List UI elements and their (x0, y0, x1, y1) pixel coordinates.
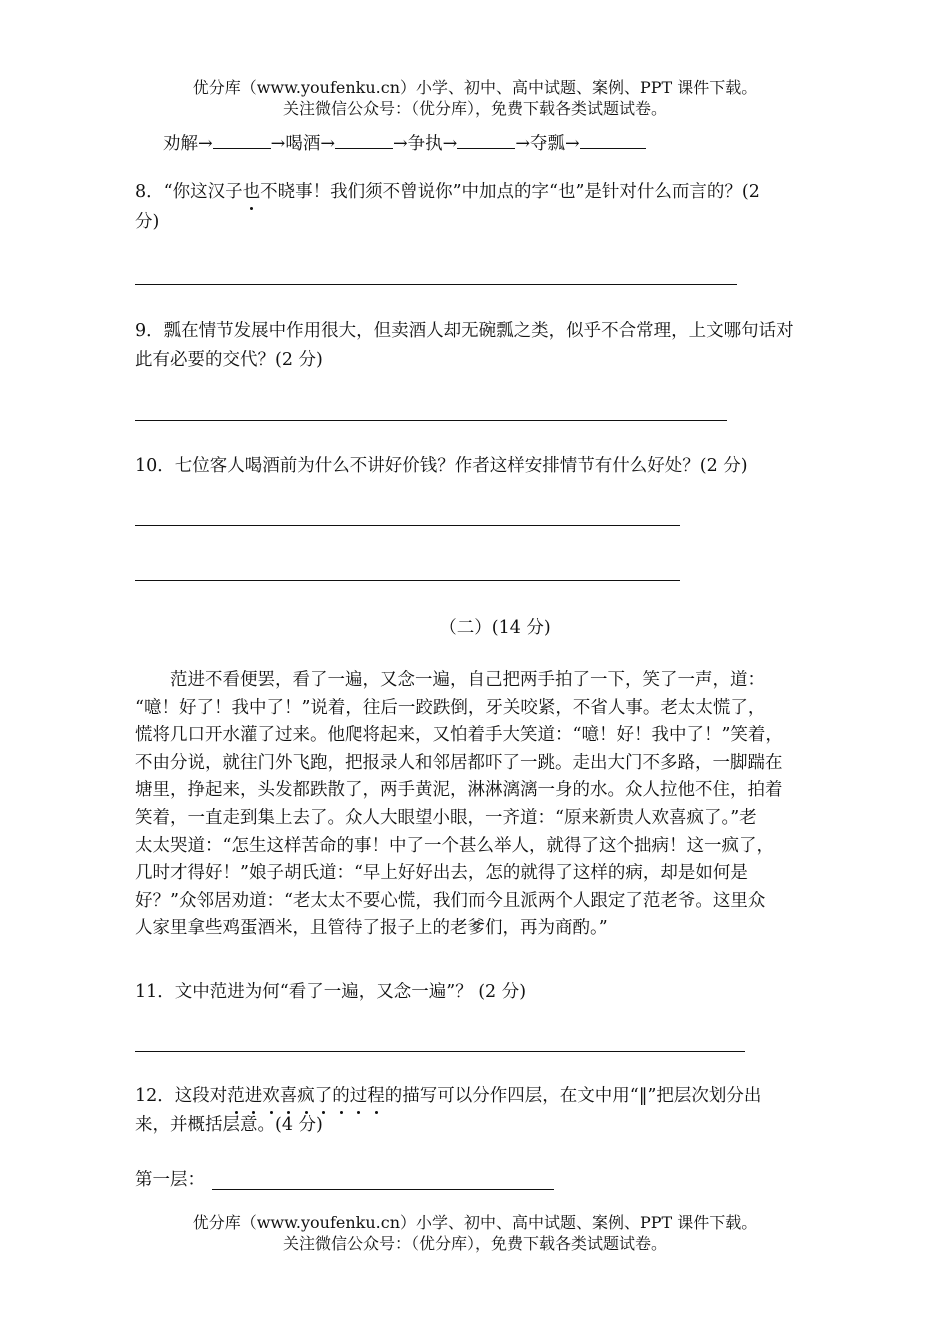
q12-text-pre: 12．这段对 (135, 1086, 228, 1106)
section-title: （二）(14 分) (439, 618, 551, 638)
layer-1-answer-line[interactable] (212, 1189, 554, 1190)
q8-dotted-char: 也 (242, 182, 261, 202)
q12-dotted-char: 疯 (297, 1086, 315, 1106)
footer-line-2: 关注微信公众号：（优分库），免费下载各类试题试卷。 (282, 1234, 667, 1253)
q12-dotted-char: 范 (227, 1086, 245, 1106)
passage (135, 667, 855, 943)
chain-text-a: 劝解→ (163, 134, 213, 154)
layer-1-label: 第一层： (135, 1170, 205, 1190)
q8-text-pre: 8．“你这汉子 (135, 182, 243, 202)
q12-line-2: 来，并概括层意。(4 分) (135, 1115, 323, 1135)
q11-answer-line[interactable] (135, 1051, 745, 1052)
q10-answer-line-1[interactable] (135, 525, 680, 526)
q9-line-2: 此有必要的交代？(2 分) (135, 350, 323, 370)
q12-dotted-char: 的 (332, 1086, 350, 1106)
plot-chain (163, 128, 646, 156)
q8-line-2: 分) (135, 212, 160, 232)
blank-4[interactable] (580, 128, 646, 149)
q12-dotted-phrase (227, 1086, 385, 1106)
chain-text-b: →喝酒→ (270, 134, 335, 154)
q12-dotted-char: 喜 (279, 1086, 298, 1106)
passage-line: 范进不看便罢，看了一遍，又念一遍，自己把两手拍了一下，笑了一声，道： (135, 670, 765, 690)
question-9: 9．瓢在情节发展中作用很大，但卖酒人却无碗瓢之类，似乎不合常理，上文哪句话对 (135, 321, 794, 341)
chain-text-d: →夺瓢→ (515, 134, 580, 154)
q12-text-post: 的描写可以分作四层，在文中用“‖”把层次划分出 (384, 1086, 762, 1106)
passage-line: 太太哭道：“怎生这样苦命的事！中了一个甚么举人，就得了这个拙病！这一疯了， (135, 835, 774, 856)
passage-line: “噫！好了！我中了！”说着，往后一跤跌倒，牙关咬紧，不省人事。老太太慌了， (135, 697, 766, 718)
q8-answer-line[interactable] (135, 284, 737, 285)
question-10: 10．七位客人喝酒前为什么不讲好价钱？作者这样安排情节有什么好处？(2 分) (135, 456, 748, 476)
question-8 (135, 180, 760, 204)
question-11: 11．文中范进为何“看了一遍，又念一遍”？ (2 分) (135, 982, 527, 1002)
passage-line: 几时才得好！”娘子胡氏道：“早上好好出去，怎的就得了这样的病，却是如何是 (135, 863, 748, 884)
q12-dotted-char: 程 (367, 1086, 385, 1106)
passage-line: 慌将几口开水灌了过来。他爬将起来，又怕着手大笑道：“噫！好！我中了！”笑着， (135, 725, 783, 746)
q9-answer-line[interactable] (135, 420, 727, 421)
passage-line: 好？”众邻居劝道：“老太太不要心慌，我们而今且派两个人跟定了范老爷。这里众 (135, 890, 766, 911)
passage-line: 不由分说，就往门外飞跑，把报录人和邻居都吓了一跳。走出大门不多路，一脚踹在 (135, 752, 783, 773)
q12-dotted-char: 欢 (262, 1086, 280, 1106)
blank-3[interactable] (457, 128, 515, 149)
chain-text-c: →争执→ (393, 134, 458, 154)
passage-line: 塘里，挣起来，头发都跌散了，两手黄泥，淋淋漓漓一身的水。众人拉他不住，拍着 (135, 780, 783, 801)
blank-2[interactable] (335, 128, 393, 149)
header-line-1: 优分库（www.youfenku.cn）小学、初中、高中试题、案例、PPT 课件下载。 (192, 78, 758, 97)
q12-dotted-char: 了 (314, 1086, 333, 1106)
footer-line-1: 优分库（www.youfenku.cn）小学、初中、高中试题、案例、PPT 课件下载。 (192, 1213, 758, 1232)
q12-dotted-char: 过 (349, 1086, 368, 1106)
q8-text-post: 不晓事！我们须不曾说你”中加点的字“也”是针对什么而言的？(2 (260, 182, 760, 202)
blank-1[interactable] (213, 128, 271, 149)
q12-dotted-char: 进 (244, 1086, 263, 1106)
passage-line: 笑着，一直走到集上去了。众人大眼望小眼，一齐道：“原来新贵人欢喜疯了。”老 (135, 807, 757, 828)
passage-line: 人家里拿些鸡蛋酒米，且管待了报子上的老爹们，再为商酌。” (135, 918, 608, 939)
header-line-2: 关注微信公众号：（优分库），免费下载各类试题试卷。 (282, 99, 667, 118)
question-12 (135, 1084, 761, 1108)
q10-answer-line-2[interactable] (135, 580, 680, 581)
